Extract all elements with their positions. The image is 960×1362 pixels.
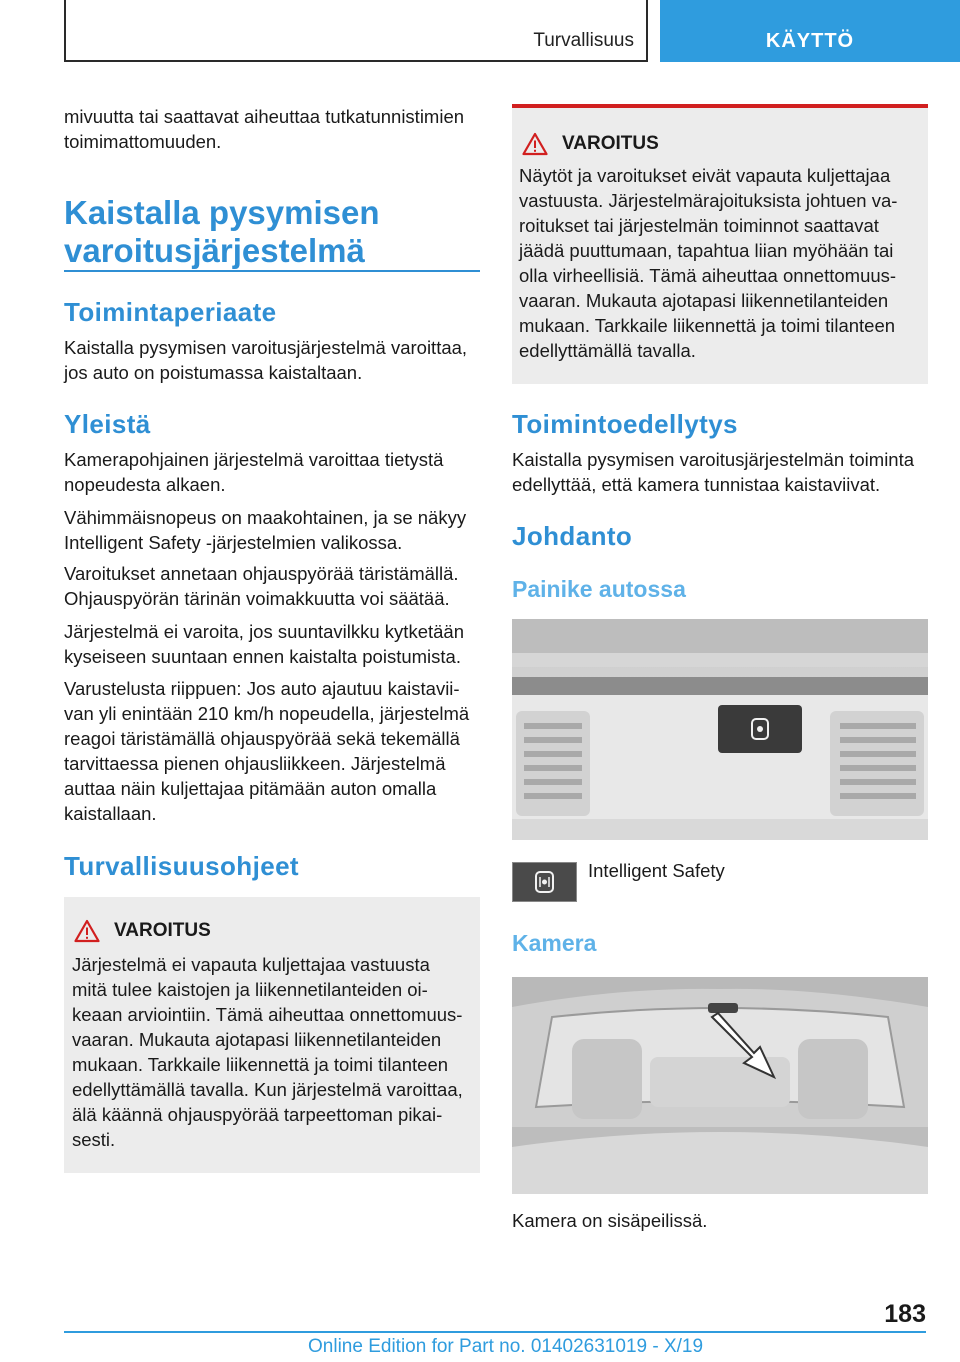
title-line: Kaistalla pysymisen: [64, 194, 380, 231]
warning-title: VAROITUS: [114, 920, 211, 941]
heading-button-in-car: Painike autossa: [512, 576, 686, 602]
text-line: keaan arviointiin. Tämä aiheuttaa onnettomuus-: [72, 1004, 463, 1025]
warning-header: [522, 132, 659, 156]
warning-title: VAROITUS: [562, 133, 659, 154]
intelligent-safety-button-icon: [512, 862, 577, 902]
text-line: Varustelusta riippuen: Jos auto ajautuu kaistavii-: [64, 678, 460, 699]
general-paragraph-4: [64, 619, 484, 669]
page-title: [64, 194, 380, 270]
warning-triangle-icon: [522, 132, 548, 156]
text-line: edellyttämällä tavalla. Kun järjestelmä varoittaa,: [72, 1079, 463, 1100]
title-line: varoitusjärjestelmä: [64, 232, 365, 269]
footer-rule: [64, 1331, 926, 1333]
text-line: mivuutta tai saattavat aiheuttaa tutkatunnistimien: [64, 106, 465, 127]
general-paragraph-3: [64, 561, 484, 611]
text-line: Kaistalla pysymisen varoitusjärjestelmä varoittaa,: [64, 337, 468, 358]
text-line: vaaran. Mukauta ajotapasi liikennetilanteiden: [72, 1029, 442, 1050]
warning-triangle-icon: [74, 919, 100, 943]
general-paragraph-1: [64, 447, 484, 497]
principle-paragraph: [64, 335, 484, 385]
text-line: Vähimmäisnopeus on maakohtainen, ja se näkyy: [64, 507, 467, 528]
warning-text: [519, 163, 925, 363]
heading-requirement: Toimintoedellytys: [512, 409, 738, 439]
continued-paragraph: [64, 104, 484, 154]
heading-principle: Toimintaperiaate: [64, 297, 277, 327]
text-line: vaaran. Mukauta ajotapasi liikennetilanteiden: [519, 290, 889, 311]
title-underline: [64, 270, 480, 272]
general-paragraph-2: [64, 505, 484, 555]
dashboard-button-photo: [512, 619, 928, 840]
warning-box-right: [512, 108, 928, 384]
text-line: van yli enintään 210 km/h nopeudella, järjestelmä: [64, 703, 470, 724]
text-line: roitukset tai järjestelmän toiminnot saattavat: [519, 215, 879, 236]
text-line: olla virheellisiä. Tämä aiheuttaa onnettomuus-: [519, 265, 897, 286]
text-line: edellyttämällä tavalla.: [519, 340, 696, 361]
button-label: Intelligent Safety: [588, 860, 725, 881]
text-line: älä käännä ohjauspyörää tarpeettoman pikai-: [72, 1104, 443, 1125]
warning-box-left: [64, 897, 480, 1173]
text-line: Intelligent Safety -järjestelmien valikossa.: [64, 532, 403, 553]
chapter-label: KÄYTTÖ: [765, 30, 855, 52]
text-line: auttaa näin kuljettajaa pitämään auton omalla: [64, 778, 437, 799]
text-line: nopeudesta alkaen.: [64, 474, 226, 495]
text-line: Ohjauspyörän tärinän voimakkuutta voi säätää.: [64, 588, 450, 609]
text-line: kyseiseen suuntaan ennen kaistalta poistumista.: [64, 646, 461, 667]
requirement-paragraph: [512, 447, 932, 497]
page-number: 183: [884, 1300, 926, 1328]
text-line: kaistallaan.: [64, 803, 157, 824]
camera-location-photo: [512, 977, 928, 1194]
text-line: mitä tulee kaistojen ja liikennetilanteiden oi-: [72, 979, 428, 1000]
text-line: Kamerapohjainen järjestelmä varoittaa tietystä: [64, 449, 444, 470]
text-line: Kaistalla pysymisen varoitusjärjestelmän toiminta: [512, 449, 915, 470]
text-line: Järjestelmä ei vapauta kuljettajaa vastuusta: [72, 954, 430, 975]
text-line: jäädä puuttumaan, tapahtua liian myöhään tai: [519, 240, 894, 261]
heading-safety: Turvallisuusohjeet: [64, 851, 299, 881]
heading-general: Yleistä: [64, 409, 151, 439]
text-line: sesti.: [72, 1129, 116, 1150]
text-line: jos auto on poistumassa kaistaltaan.: [64, 362, 363, 383]
text-line: vastuusta. Järjestelmärajoituksista johtuen va-: [519, 190, 898, 211]
text-line: Järjestelmä ei varoita, jos suuntavilkku kytketään: [64, 621, 464, 642]
general-paragraph-5: [64, 676, 484, 826]
text-line: tarvittaessa pienen ohjausliikkeen. Järjestelmä: [64, 753, 446, 774]
text-line: mukaan. Tarkkaile liikennettä ja toimi tilanteen: [72, 1054, 449, 1075]
text-line: Näytöt ja varoitukset eivät vapauta kuljettajaa: [519, 165, 891, 186]
text-line: reagoi täristämällä ohjauspyörää sekä tekemällä: [64, 728, 460, 749]
camera-caption: Kamera on sisäpeilissä.: [512, 1210, 708, 1231]
text-line: mukaan. Tarkkaile liikennettä ja toimi tilanteen: [519, 315, 896, 336]
text-line: edellyttää, että kamera tunnistaa kaistaviivat.: [512, 474, 881, 495]
text-line: Varoitukset annetaan ohjauspyörää täristämällä.: [64, 563, 459, 584]
edition-note: Online Edition for Part no. 01402631019 - X/19: [308, 1336, 704, 1357]
warning-header: [74, 919, 211, 943]
warning-text: [72, 952, 476, 1152]
text-line: toimimattomuuden.: [64, 131, 222, 152]
heading-camera: Kamera: [512, 930, 597, 956]
header-chapter-tab: [660, 0, 960, 62]
heading-intro: Johdanto: [512, 521, 633, 551]
header-section-title: Turvallisuus: [533, 30, 634, 51]
